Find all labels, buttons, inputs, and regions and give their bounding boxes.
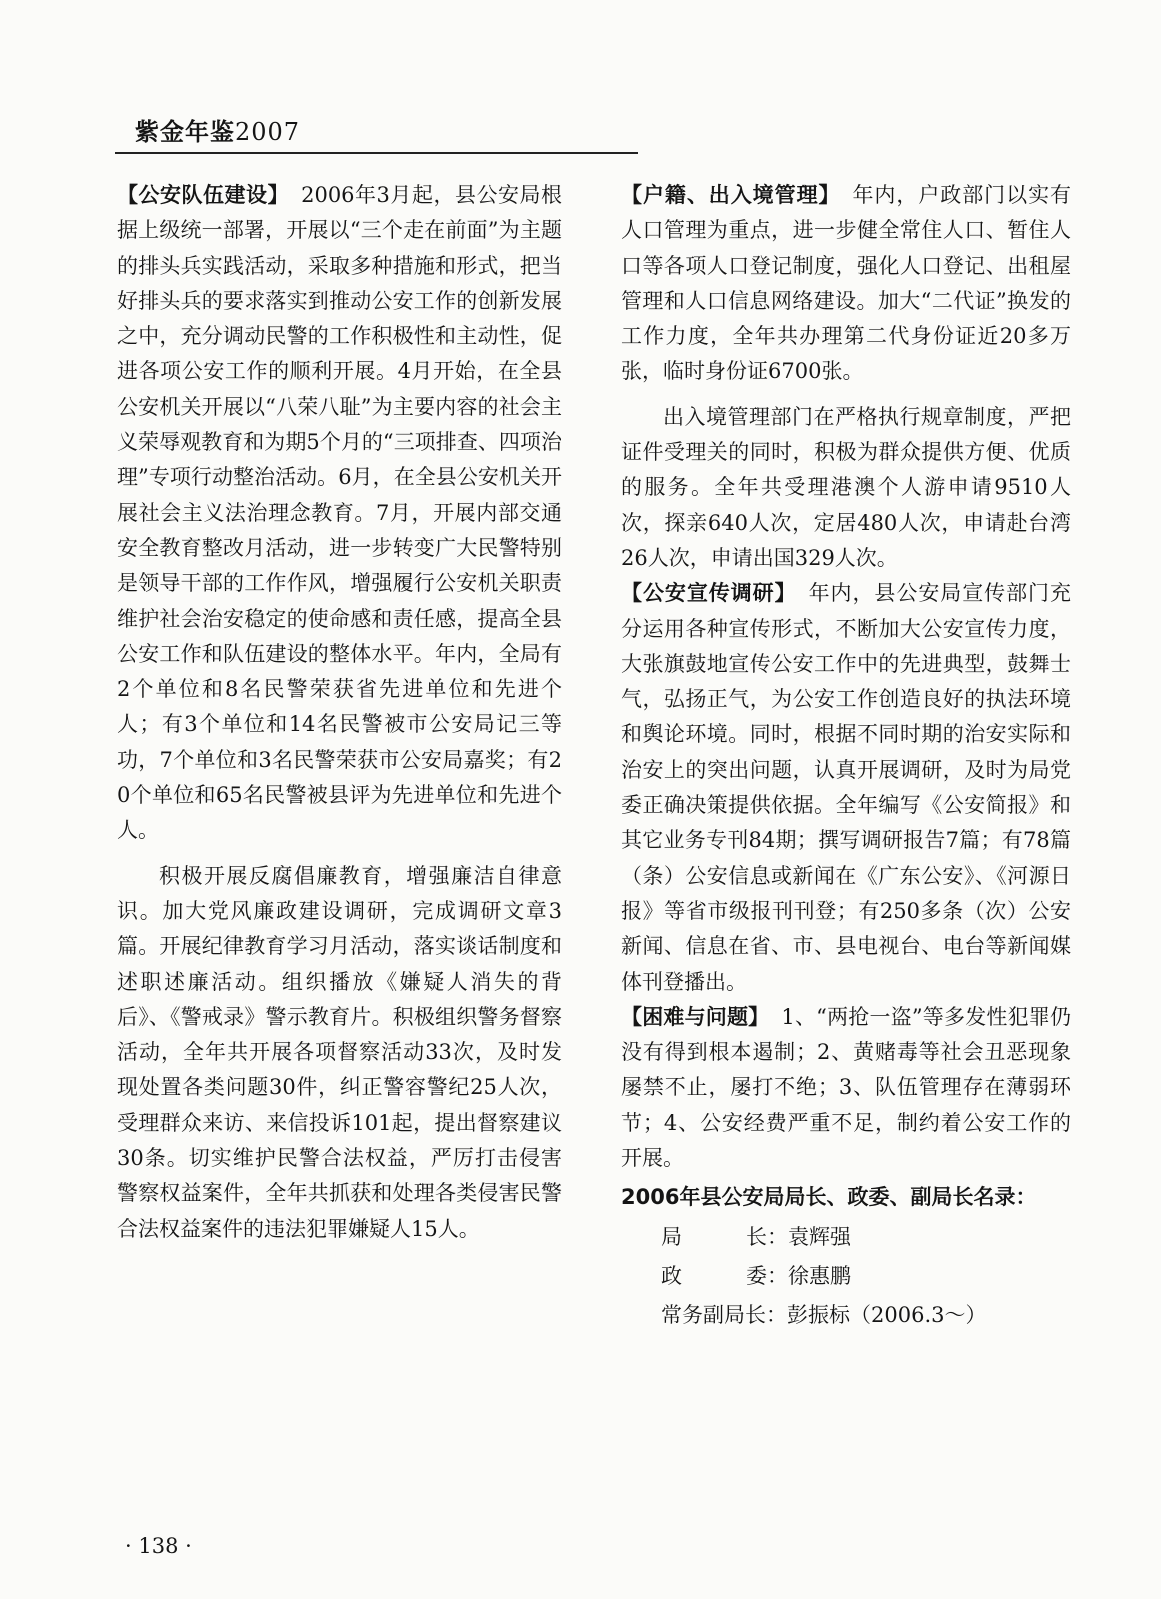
roster-entry-deputy bbox=[621, 1298, 1071, 1333]
roster-name: ：袁辉强 bbox=[767, 1224, 851, 1249]
section-publicity-research bbox=[621, 576, 1071, 1000]
right-column bbox=[621, 178, 1071, 1334]
left-column bbox=[117, 178, 562, 1247]
section-body: 年内，户政部门以实有人口管理为重点，进一步健全常住人口、暂住人口等各项人口登记制度，强化人口登记、出租屋管理和人口信息网络建设。加大“二代证”换发的工作力度，全年共办理第二代身份证近20多万张，临时身份证6700张。 bbox=[621, 183, 1072, 384]
section-heading: 【公安队伍建设】 bbox=[117, 183, 290, 207]
book-year: 2007 bbox=[235, 118, 301, 146]
section-heading: 【户籍、出入境管理】 bbox=[621, 183, 841, 207]
roster-entry-director bbox=[621, 1220, 1071, 1255]
paragraph-exit-entry bbox=[621, 400, 1071, 576]
section-body: 出入境管理部门在严格执行规章制度，严把证件受理关的同时，积极为群众提供方便、优质的服务。全年共受理港澳个人游申请9510人次，探亲640人次，定居480人次，申请赴台湾26人次，申请出国329人次。 bbox=[621, 404, 1071, 570]
section-body: 1、“两抢一盗”等多发性犯罪仍没有得到根本遏制；2、黄赌毒等社会丑恶现象屡禁不止，屡打不绝；3、队伍管理存在薄弱环节；4、公安经费严重不足，制约着公安工作的开展。 bbox=[621, 1004, 1071, 1171]
roster-role: 局长 bbox=[661, 1224, 767, 1249]
section-body: 2006年3月起，县公安局根据上级统一部署，开展以“三个走在前面”为主题的排头兵实践活动，采取多种措施和形式，把当好排头兵的要求落实到推动公安工作的创新发展之中，充分调动民警的工作积极性和主动性，促进各项公安工作的顺利开展。4月开始，在全县公安机关开展以“八荣八耻”为主要内容的社会主义荣辱观教育和为期5个月的“三项排查、四项治理”专项行动整治活动。6月，在全县公安机关开展社会主义法治理念教育。7月，开展内部交通安全教育整改月活动，进一步转变广大民警特别是领导干部的工作作风，增强履行公安机关职责维护社会治安稳定的使命感和责任感，提高全县公安工作和队伍建设的整体水平。年内，全局有2个单位和8名民警荣获省先进单位和先进个人；有3个单位和14名民警被市公安局记三等功，7个单位和3名民警荣获市公安局嘉奖；有20个单位和65名民警被县评为先进单位和先进个人。 bbox=[117, 183, 563, 843]
section-body: 积极开展反腐倡廉教育，增强廉洁自律意识。加大党风廉政建设调研，完成调研文章3篇。开展纪律教育学习月活动，落实谈话制度和述职述廉活动。组织播放《嫌疑人消失的背后》、《警戒录》警示教育片。积极组织警务督察活动，全年共开展各项督察活动33次，及时发现处置各类问题30件，纠正警容警纪25人次，受理群众来访、来信投诉101起，提出督察建议30条。切实维护民警合法权益，严厉打击侵害警察权益案件，全年共抓获和处理各类侵害民警合法权益案件的违法犯罪嫌疑人15人。 bbox=[117, 863, 562, 1241]
roster-role: 政委 bbox=[661, 1263, 767, 1288]
roster-role: 常务副局长 bbox=[661, 1303, 766, 1328]
section-body: 年内，县公安局宣传部门充分运用各种宣传形式，不断加大公安宣传力度，大张旗鼓地宣传公安工作中的先进典型，鼓舞士气，弘扬正气，为公安工作创造良好的执法环境和舆论环境。同时，根据不同时期的治安实际和治安上的突出问题，认真开展调研，及时为局党委正确决策提供依据。全年编写《公安简报》和其它业务专刊84期；撰写调研报告7篇；有78篇（条）公安信息或新闻在《广东公安》、《河源日报》等省市级报刊刊登；有250多条（次）公安新闻、信息在省、市、县电视台、电台等新闻媒体刊登播出。 bbox=[621, 581, 1071, 994]
section-difficulties bbox=[621, 1000, 1071, 1176]
paragraph-anti-corruption bbox=[117, 859, 562, 1247]
section-police-team-building bbox=[117, 178, 562, 849]
roster-entry-commissar bbox=[621, 1259, 1071, 1294]
running-head bbox=[135, 112, 300, 147]
roster-title: 2006年县公安局局长、政委、副局长名录： bbox=[621, 1185, 1037, 1210]
section-household-registration bbox=[621, 178, 1071, 390]
roster-name: ：彭振标（2006.3～） bbox=[766, 1303, 987, 1328]
book-title: 紫金年鉴 bbox=[135, 118, 235, 146]
page-number: · 138 · bbox=[125, 1534, 192, 1558]
section-heading: 【公安宣传调研】 bbox=[621, 581, 797, 606]
roster-name: ：徐惠鹏 bbox=[767, 1263, 851, 1288]
section-heading: 【困难与问题】 bbox=[621, 1004, 770, 1029]
header-rule bbox=[115, 152, 638, 154]
